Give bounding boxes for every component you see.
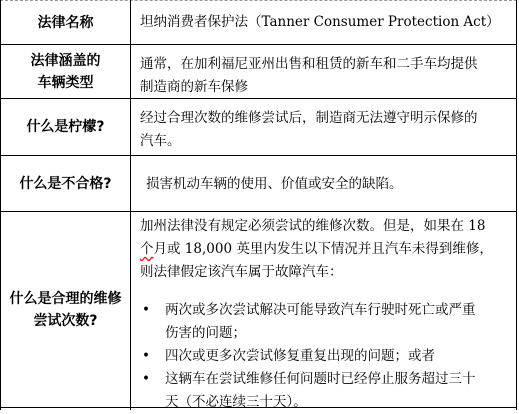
value-text: 经过合理次数的维修尝试后，制造商无法遵守明示保修的: [140, 110, 478, 126]
table-right-border: [516, 0, 517, 410]
list-item: [140, 368, 512, 414]
value-text: 坦纳消费者保护法（Tanner Consumer Protection Act）: [140, 14, 500, 30]
intro-text-rest: 月或 18,000 英里内发生以下情况并且汽车未得到维修，: [153, 241, 493, 257]
intro-text: 加州法律没有规定必须尝试的维修次数。但是，如果在 18: [140, 218, 486, 234]
row-label-vehicle-types: [1, 45, 130, 98]
value-text: 制造商的新车保修: [140, 79, 248, 95]
label-text: 尝试次数?: [33, 312, 98, 329]
list-item: [140, 345, 512, 368]
row-value-repair-attempts: [140, 215, 512, 414]
bullet-icon: •: [142, 348, 150, 364]
label-text: 什么是柠檬?: [26, 119, 105, 135]
row-value-what-is-lemon: [140, 107, 512, 153]
value-text: 损害机动车辆的使用、价值或安全的缺陷。: [146, 176, 403, 192]
column-divider: [130, 0, 131, 410]
list-item: [140, 299, 512, 345]
row-label-repair-attempts: [1, 212, 130, 407]
value-text: 通常，在加利福尼亚州出售和租赁的新车和二手车均提供: [140, 56, 478, 72]
label-text: 法律名称: [37, 14, 94, 31]
row-value-vehicle-types: [140, 53, 512, 99]
label-text: 车辆类型: [37, 74, 94, 91]
spellcheck-underlined-text: 个: [140, 241, 154, 257]
row-label-what-is-lemon: [1, 99, 130, 155]
list-item-text: 天（不必连续三十天）。: [165, 394, 307, 410]
intro-text: 则法律假定该汽车属于故障汽车：: [140, 264, 343, 280]
list-item-text: 四次或更多次尝试修复重复出现的问题；或者: [165, 348, 435, 364]
list-item-text: 这辆车在尝试维修任何问题时已经停止服务超过三十: [165, 371, 476, 387]
row-label-law-name: [1, 1, 130, 44]
bullet-icon: •: [142, 302, 150, 318]
label-text: 什么是不合格?: [19, 175, 112, 192]
row-value-law-name: [140, 11, 512, 34]
label-text: 法律涵盖的: [30, 52, 101, 69]
bullet-icon: •: [142, 371, 150, 387]
row-value-nonconformity: [146, 173, 518, 196]
row-label-nonconformity: [1, 156, 130, 211]
list-item-text: 两次或多次尝试解决可能导致汽车行驶时死亡或严重: [165, 302, 476, 318]
condition-list: [140, 299, 512, 414]
value-text: 汽车。: [140, 133, 181, 149]
list-item-text: 伤害的问题；: [165, 325, 246, 341]
label-text: 什么是合理的维修: [9, 290, 122, 307]
intro-text: [140, 238, 512, 261]
